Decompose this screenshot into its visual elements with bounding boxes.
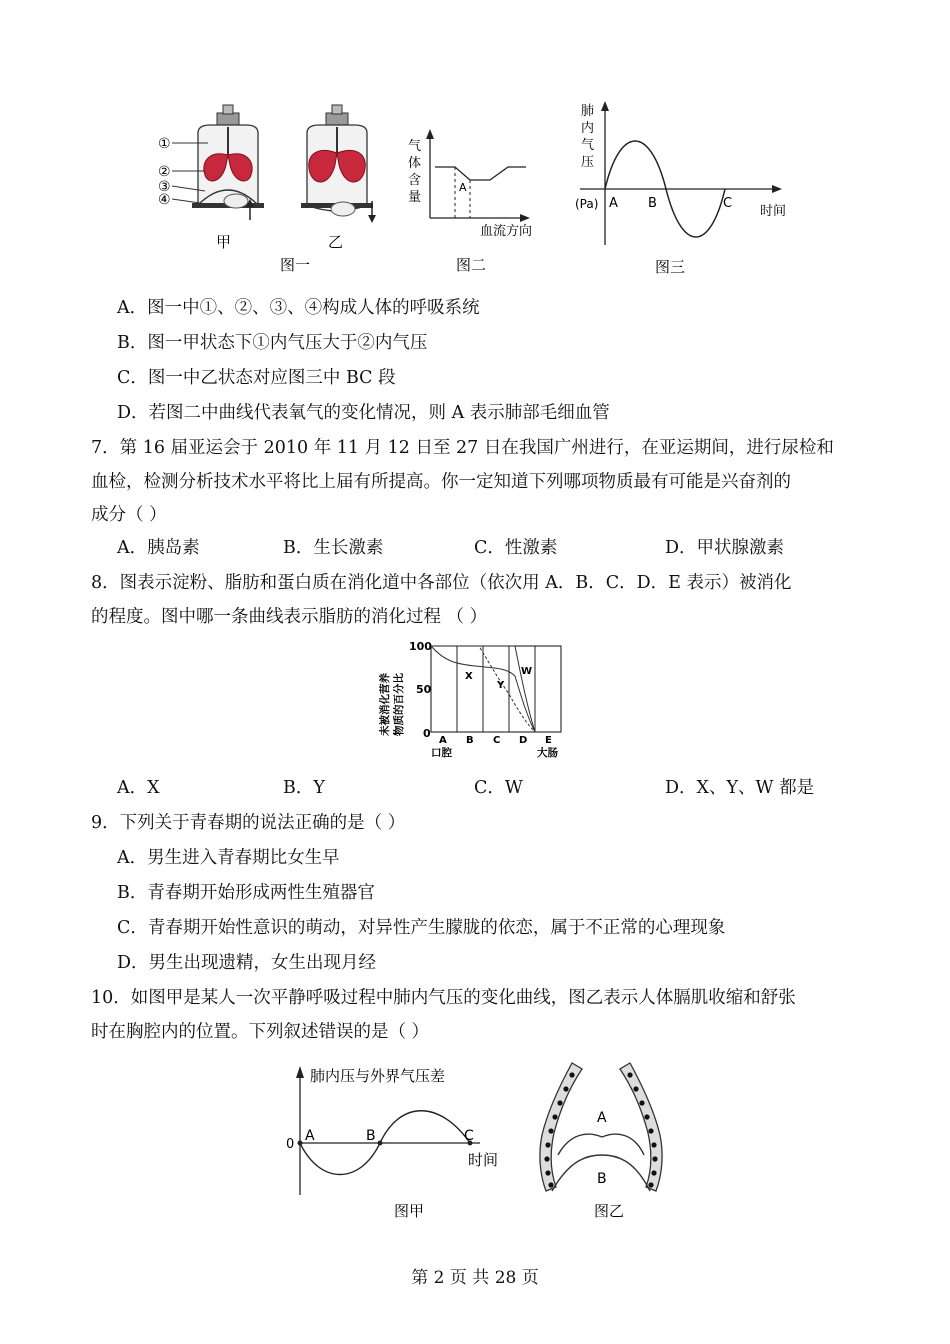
fig2-xlabel: 血流方向: [480, 224, 533, 239]
fig2-caption: 图二: [456, 256, 487, 274]
q6-option-a: A．图一中①、②、③、④构成人体的呼吸系统: [117, 298, 480, 318]
q8-ytick-100: 100: [409, 640, 432, 653]
fig3-unit: (Pa): [575, 197, 599, 211]
fig2-ylabel-3: 含: [408, 173, 422, 188]
q10-fig-jia: [280, 1060, 520, 1225]
q8-xtick-a: A: [439, 735, 447, 746]
q8-option-a: A．X: [117, 778, 160, 798]
fig3-ylabel-2: 内: [581, 121, 595, 136]
q10-yi-label-a: A: [597, 1110, 607, 1126]
q8-stem-line-1: 8．图表示淀粉、脂肪和蛋白质在消化道中各部位（依次用 A．B．C．D．E 表示）被消化: [91, 573, 792, 593]
q10-jia-point-a: A: [305, 1128, 315, 1144]
q7-stem-line-3: 成分（ ）: [91, 505, 167, 525]
q7-stem-line-2: 血检，检测分析技术水平将比上届有所提高。你一定知道下列哪项物质最有可能是兴奋剂的: [91, 472, 791, 492]
q8-ytick-0: 0: [423, 727, 431, 740]
q8-option-d: D．X、Y、W 都是: [665, 778, 815, 798]
fig1-jar-yi: [301, 105, 376, 223]
fig1-jia-label: 甲: [216, 233, 232, 251]
fig2-ylabel-2: 体: [408, 156, 422, 171]
fig1-caption: 图一: [280, 256, 311, 274]
q8-ylabel-line-1: 未被消化营养: [379, 673, 391, 736]
q8-stem-line-2: 的程度。图中哪一条曲线表示脂肪的消化过程 （ ）: [91, 607, 488, 627]
fig3-point-b: B: [648, 196, 657, 211]
q10-jia-point-c: C: [464, 1128, 474, 1144]
q10-jia-point-b: B: [366, 1128, 376, 1144]
fig3-point-a: A: [609, 196, 618, 211]
fig3-chart: [575, 101, 786, 276]
q7-option-a: A．胰岛素: [117, 538, 200, 558]
q9-option-d: D．男生出现遗精，女生出现月经: [117, 953, 377, 973]
q10-stem-line-1: 10．如图甲是某人一次平静呼吸过程中肺内气压的变化曲线，图乙表示人体膈肌收缩和舒张: [91, 988, 796, 1008]
fig2-curve: [435, 167, 526, 180]
q7-option-d: D．甲状腺激素: [665, 538, 785, 558]
fig1-label-2: ②: [158, 164, 171, 180]
q8-xtick-e: E: [545, 735, 552, 746]
q10-jia-caption: 图甲: [394, 1202, 425, 1220]
q6-option-b: B．图一甲状态下①内气压大于②内气压: [117, 333, 428, 353]
fig3-xlabel: 时间: [760, 204, 787, 219]
q8-xname-mouth: 口腔: [431, 747, 452, 759]
fig3-caption: 图三: [655, 258, 686, 276]
q9-option-c: C．青春期开始性意识的萌动，对异性产生朦胧的依恋，属于不正常的心理现象: [117, 918, 726, 938]
fig3-ylabel-3: 气: [581, 138, 595, 153]
q8-option-c: C．W: [474, 778, 523, 798]
fig2-ylabel-1: 气: [408, 139, 422, 154]
q10-jia-ylabel: 肺内压与外界气压差: [310, 1067, 446, 1085]
q8-ylabel-line-2: 物质的百分比: [393, 673, 405, 736]
q8-series-y-label: Y: [497, 680, 505, 691]
q9-stem: 9．下列关于青春期的说法正确的是（ ）: [91, 813, 406, 833]
q8-digestion-chart: [375, 636, 575, 764]
fig1-jar-jia: [192, 105, 264, 220]
fig1-label-3: ③: [158, 179, 171, 195]
q8-series-w-label: W: [521, 666, 533, 677]
fig3-point-c: C: [723, 196, 733, 211]
q7-option-b: B．生长激素: [283, 538, 384, 558]
q8-series-x-label: X: [465, 671, 473, 682]
q7-option-c: C．性激素: [474, 538, 558, 558]
q6-option-c: C．图一中乙状态对应图三中 BC 段: [117, 368, 396, 388]
fig3-ylabel-4: 压: [581, 155, 595, 170]
fig1-yi-label: 乙: [328, 233, 344, 251]
fig1-label-1: ①: [158, 136, 171, 152]
figure-row-top: [150, 95, 810, 285]
fig2-ylabel-4: 量: [408, 190, 422, 205]
q10-yi-label-b: B: [597, 1171, 607, 1187]
q7-stem-line-1: 7．第 16 届亚运会于 2010 年 11 月 12 日至 27 日在我国广州进行，在亚运期间，进行尿检和: [91, 438, 834, 458]
q10-yi-diaphragm-a: [558, 1134, 644, 1155]
q9-option-a: A．男生进入青春期比女生早: [117, 848, 340, 868]
q8-ytick-50: 50: [416, 683, 432, 696]
q10-yi-caption: 图乙: [594, 1202, 625, 1220]
q8-xtick-b: B: [466, 735, 474, 746]
q10-jia-xlabel: 时间: [468, 1151, 499, 1169]
q10-fig-yi: [530, 1055, 680, 1225]
q10-stem-line-2: 时在胸腔内的位置。下列叙述错误的是（ ）: [91, 1022, 430, 1042]
fig2-chart: [408, 129, 532, 274]
q9-option-b: B．青春期开始形成两性生殖器官: [117, 883, 375, 903]
fig3-ylabel-1: 肺: [581, 104, 595, 119]
q8-xtick-c: C: [493, 735, 501, 746]
fig1-label-4: ④: [158, 192, 171, 208]
page-footer: 第 2 页 共 28 页: [411, 1268, 539, 1288]
q8-xtick-d: D: [519, 735, 528, 746]
q6-option-d: D．若图二中曲线代表氧气的变化情况，则 A 表示肺部毛细血管: [117, 403, 610, 423]
fig2-point-a: A: [459, 181, 467, 194]
q8-xname-colon: 大肠: [537, 747, 558, 759]
q8-option-b: B．Y: [283, 778, 325, 798]
q10-jia-zero: 0: [286, 1137, 295, 1152]
